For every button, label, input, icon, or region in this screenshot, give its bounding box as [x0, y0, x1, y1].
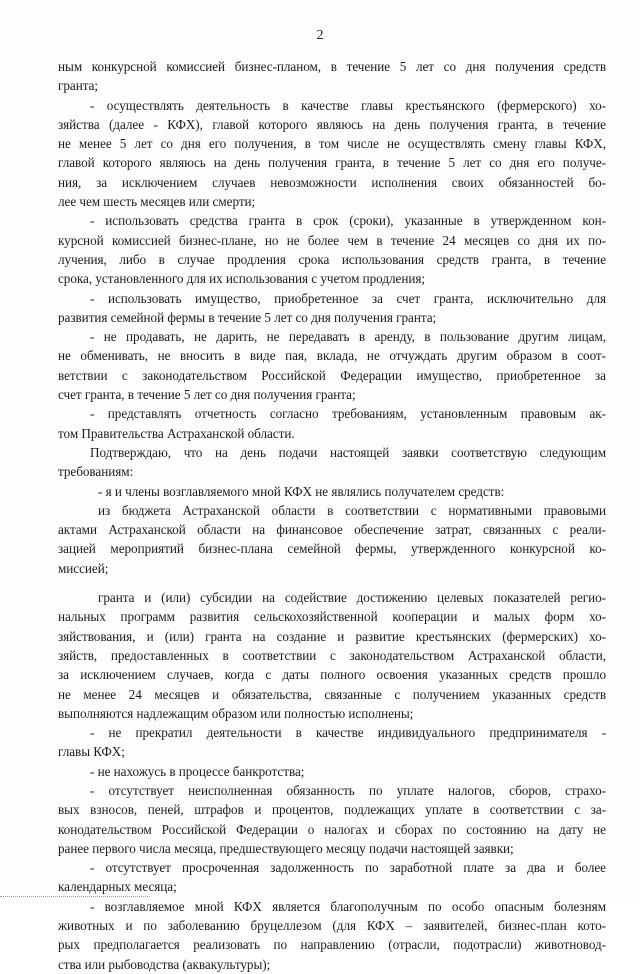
- text-line: - использовать средства гранта в срок (сроки), указанные в утвержденном кон-: [90, 213, 606, 229]
- text-line: животных и по заболеванию бруцеллезом (для КФХ – заявителей, бизнес-план кото-: [58, 918, 606, 934]
- text-line: ранее первого числа месяца, предшествующего месяцу подачи настоящей заявки;: [58, 840, 514, 856]
- text-line: - возглавляемое мной КФХ является благополучным по особо опасным болезням: [90, 898, 606, 914]
- text-line: ния, за исключением случаев невозможности исполнения своих обязанностей бо-: [58, 174, 606, 190]
- page-number: 2: [316, 28, 324, 43]
- text-line: срока, установленного для их использования с учетом продления;: [58, 271, 425, 287]
- text-line: [58, 578, 606, 588]
- text-line: зяйства (далее - КФХ), главой которого являюсь на день получения гранта, в течение: [58, 116, 606, 132]
- text-line: не менее 5 лет со дня его получения, в том числе не осуществлять смену главы КФХ,: [58, 136, 606, 152]
- body-text: [58, 57, 606, 974]
- scan-edge-dots: [0, 896, 150, 897]
- text-line: том Правительства Астраханской области.: [58, 425, 295, 441]
- text-line: - не продавать, не дарить, не передавать в аренду, в пользование другим лицам,: [90, 329, 606, 345]
- text-line: главы КФХ;: [58, 744, 125, 760]
- text-line: ным конкурсной комиссией бизнес-планом, в течение 5 лет со дня получения средств: [58, 59, 606, 74]
- text-line: лее чем шесть месяцев или смерти;: [58, 194, 256, 210]
- text-line: - не прекратил деятельности в качестве индивидуального предпринимателя -: [90, 725, 606, 741]
- text-line: счет гранта, в течение 5 лет со дня получения гранта;: [58, 387, 356, 403]
- text-line: конодательством Российской Федерации о налогах и сборах по состоянию на дату не: [58, 821, 606, 837]
- text-line: рых предполагается реализовать по направлению (отрасли, подотрасли) животновод-: [58, 937, 606, 953]
- text-line: календарных месяца;: [58, 879, 177, 895]
- text-line: главой которого являюсь на день получения гранта, в течение 5 лет со дня его получе-: [58, 155, 606, 171]
- text-line: не обменивать, не вносить в виде пая, вклада, не отчуждать другим образом в соот-: [58, 348, 606, 364]
- text-line: зяйств, предоставленных в соответствии с законодательством Астраханской области,: [58, 647, 606, 663]
- text-line: лучения, либо в случае продления срока использования средств гранта, в течение: [58, 251, 606, 267]
- text-line: ветствии с законодательством Российской Федерации имущество, приобретенное за: [58, 367, 606, 383]
- text-line: Подтверждаю, что на день подачи настоящей заявки соответствую следующим: [90, 444, 606, 460]
- text-line: развития семейной фермы в течение 5 лет со дня получения гранта;: [58, 309, 437, 325]
- text-line: нальных программ развития сельскохозяйственной кооперации и малых форм хо-: [58, 609, 606, 625]
- text-line: выполняются надлежащим образом или полностью исполнены;: [58, 705, 414, 721]
- text-line: зацией мероприятий бизнес-плана семейной фермы, утвержденного конкурсной ко-: [58, 541, 606, 557]
- text-line: гранта и (или) субсидии на содействие достижению целевых показателей регио-: [98, 590, 606, 606]
- text-line: - отсутствует неисполненная обязанность по уплате налогов, сборов, страхо-: [90, 782, 606, 798]
- text-line: курсной комиссией бизнес-плане, но не более чем в течение 24 месяцев со дня их по-: [58, 232, 606, 248]
- text-line: - не нахожусь в процессе банкротства;: [90, 763, 305, 779]
- text-line: актами Астраханской области на финансовое обеспечение затрат, связанных с реали-: [58, 522, 606, 538]
- text-line: - я и члены возглавляемого мной КФХ не являлись получателем средств:: [98, 483, 505, 499]
- text-line: - использовать имущество, приобретенное за счет гранта, исключительно для: [90, 290, 606, 306]
- text-line: из бюджета Астраханской области в соответствии с нормативными правовыми: [98, 502, 606, 518]
- text-line: - представлять отчетность согласно требованиям, установленным правовым ак-: [90, 406, 606, 422]
- text-line: гранта;: [58, 78, 99, 94]
- text-line: зяйствования, и (или) гранта на создание и развитие крестьянских (фермерских) хо-: [58, 628, 606, 644]
- text-line: за исключением случаев, когда с даты полного освоения указанных средств прошло: [58, 667, 606, 683]
- text-line: - осуществлять деятельность в качестве главы крестьянского (фермерского) хо-: [90, 97, 606, 113]
- text-line: не менее 24 месяцев и обязательства, связанные с получением указанных средств: [58, 686, 606, 702]
- text-line: - отсутствует просроченная задолженность по заработной плате за два и более: [90, 860, 606, 876]
- text-line: миссией;: [58, 560, 109, 576]
- text-line: вых взносов, пеней, штрафов и процентов, подлежащих уплате в соответствии с за-: [58, 802, 606, 818]
- text-line: ства или рыбоводства (аквакультуры);: [58, 956, 271, 972]
- text-line: требованиям:: [58, 464, 134, 480]
